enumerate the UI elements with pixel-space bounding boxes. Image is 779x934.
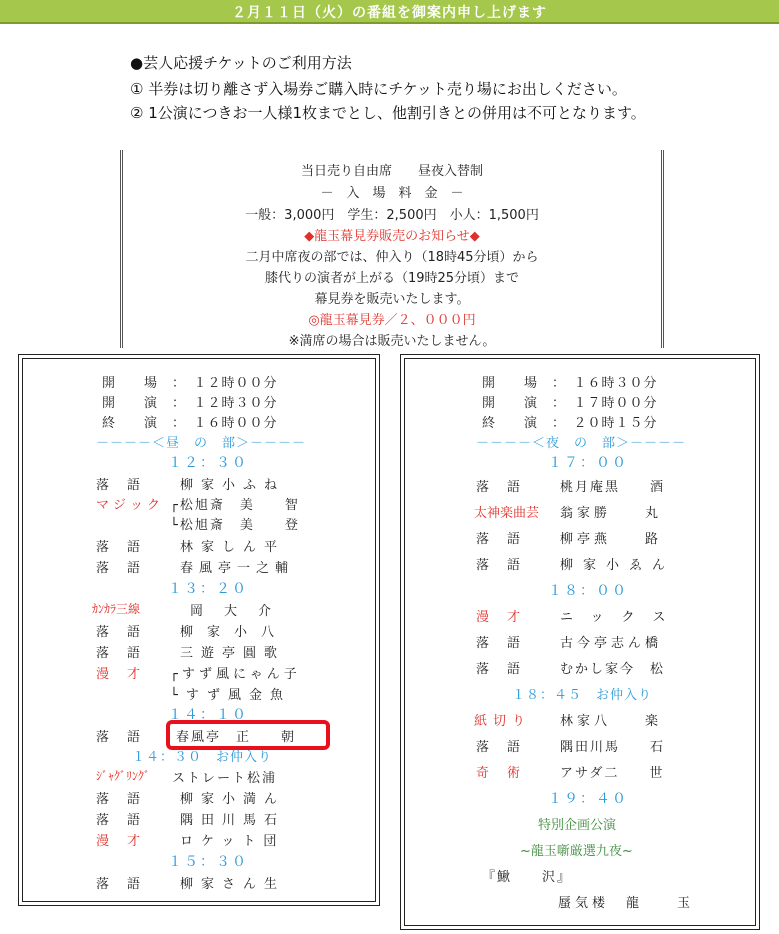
night-section-title: －－－－＜夜 の 部＞－－－－ [476,436,687,451]
night-open-time: 開 場 ： １６時３０分 [482,376,658,391]
info-full-note: ※満席の場合は販売いたしません。 [288,334,496,349]
info-fee-heading: － 入 場 料 金 － [320,186,464,201]
act-genre: 落語 [96,561,159,576]
night-intermission: １８：４５ お仲入り [512,688,653,703]
act-performer-highlighted: 春風亭 正 朝 [176,730,297,745]
day-intermission: １４：３０ お仲入り [132,750,273,765]
day-section-title: －－－－＜昼 の 部＞－－－－ [96,436,307,451]
info-text-2: 膝代りの演者が上がる（19時25分頃）まで [264,271,520,286]
act-genre: 落語 [96,646,159,661]
info-text-3: 幕見券を販売いたします。 [314,292,470,307]
act-performer: アサダ二 世 [560,766,665,781]
finale-title: 『鰍 沢』 [482,870,573,885]
act-performer: └松旭斎 美 登 [170,518,300,533]
act-genre: 落語 [476,636,539,651]
act-performer: ┌すず風にゃん子 [170,667,301,682]
info-prices: 一般：3,000円 学生：2,500円 小人：1,500円 [245,208,539,223]
act-performer: 桃月庵黒 酒 [560,480,666,495]
act-performer: 林家しん平 [180,540,286,555]
header-bar [0,0,779,24]
act-performer: 柳家さん生 [180,877,286,892]
act-genre: 落語 [476,480,539,495]
act-performer: ┌松旭斎 美 智 [170,498,300,513]
day-time-1: １２：３０ [168,455,248,471]
act-performer: ニックス [560,610,684,625]
info-seating: 当日売り自由席 昼夜入替制 [300,164,483,179]
act-genre: 漫才 [96,667,159,682]
act-genre: 落語 [476,558,539,573]
act-genre: マジック [96,498,165,513]
act-genre: ｶﾝｶﾗ三線 [92,602,141,616]
act-genre: 太神楽曲芸 [474,506,540,521]
act-genre: 落語 [96,877,159,892]
act-performer: 柳家小ゑん [560,558,676,573]
act-performer: 岡 大 介 [190,604,276,619]
night-start-time: 開 演 ： １７時００分 [482,396,658,411]
act-genre: 落語 [476,532,539,547]
act-performer: └すず風金魚 [170,688,291,703]
info-text-1: 二月中席夜の部では、仲入り（18時45分頃）から [245,250,539,265]
act-performer: 春風亭一之輔 [180,561,295,576]
act-performer: 三遊亭圓歌 [180,646,286,661]
act-genre: 漫才 [96,834,159,849]
act-genre: 落語 [476,740,539,755]
day-time-3: １４：１０ [168,707,248,723]
notice-heading: ●芸人応援チケットのご利用方法 [130,54,352,72]
act-genre: 奇術 [476,766,539,781]
night-time-3: １９：４０ [548,791,628,807]
act-performer: 翁家勝 丸 [560,506,663,521]
act-performer: 柳家小ふね [180,478,286,493]
day-end-time: 終 演 ： １６時００分 [102,416,278,431]
act-performer: 隅田川馬 石 [560,740,666,755]
night-time-2: １８：００ [548,583,628,599]
act-genre: 落語 [96,478,159,493]
act-performer: むかし家今 松 [560,662,666,677]
act-genre: 落語 [476,662,539,677]
finale-performer: 蜃気楼 龍 玉 [558,896,695,911]
info-makumi-price: ◎龍玉幕見券／２、０００円 [308,313,476,328]
day-start-time: 開 演 ： １２時３０分 [102,396,278,411]
act-genre: 漫才 [476,610,539,625]
act-performer: 柳家小八 [180,625,289,640]
act-performer: 柳亭燕 路 [560,532,663,547]
night-end-time: 終 演 ： ２０時１５分 [482,416,658,431]
act-performer: ロケット団 [180,834,285,849]
notice-item-2: ② 1公演につきお一人様1枚までとし、他割引きとの併用は不可となります。 [130,104,646,122]
act-performer: ストレート松浦 [172,771,278,786]
notice-item-1: ① 半券は切り離さず入場券ご購入時にチケット売り場にお出しください。 [130,80,627,98]
act-performer: 古今亭志ん橋 [560,636,663,651]
act-performer: 林家八 楽 [560,714,663,729]
act-genre: 落語 [96,625,159,640]
act-performer: 隅田川馬石 [180,813,286,828]
day-time-2: １３：２０ [168,581,248,597]
day-time-4: １５：３０ [168,854,248,870]
act-genre: 紙切り [474,714,532,729]
act-performer: 柳家小満ん [180,792,286,807]
info-makumi-notice: ◆龍玉幕見券販売のお知らせ◆ [304,229,480,244]
special-program-subtitle: ~龍玉噺厳選九夜~ [520,844,633,859]
act-genre: 落語 [96,813,159,828]
act-genre: ｼﾞｬｸﾞﾘﾝｸﾞ [96,769,151,783]
admission-info-box [120,150,664,348]
act-genre: 落語 [96,792,159,807]
night-time-1: １７：００ [548,455,628,471]
act-genre: 落語 [96,540,159,555]
special-program-title: 特別企画公演 [538,818,617,833]
act-genre: 落語 [96,730,159,745]
day-open-time: 開 場 ： １２時００分 [102,376,278,391]
page-title: ２月１１日（火）の番組を御案内申し上げます [232,5,547,21]
